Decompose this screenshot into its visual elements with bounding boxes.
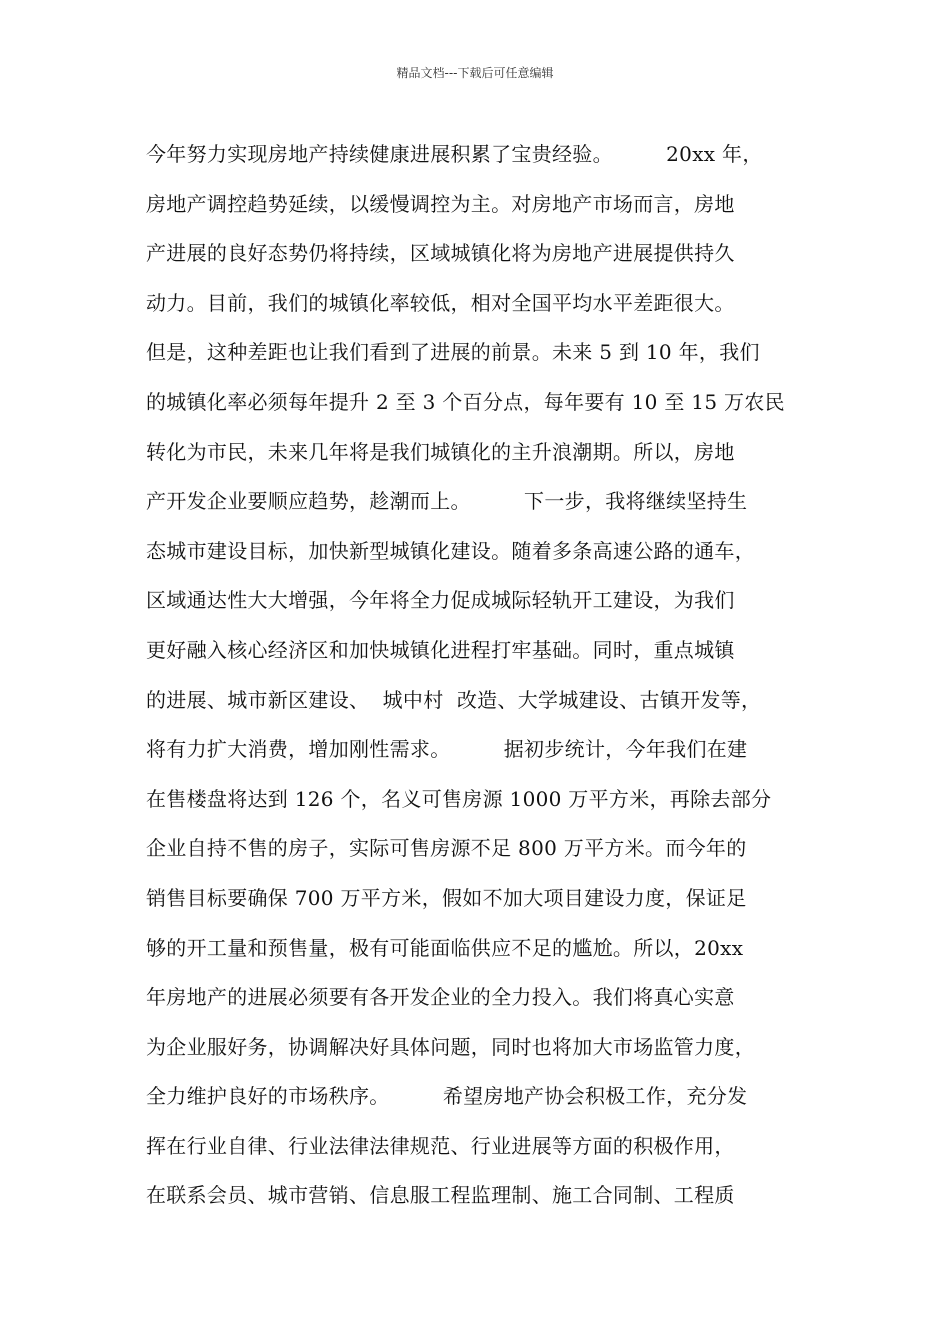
text-line: 更好融入核心经济区和加快城镇化进程打牢基础。同时，重点城镇 bbox=[146, 637, 735, 662]
page-header: 精品文档---下载后可任意编辑 bbox=[396, 66, 554, 80]
text-line: 在联系会员、城市营销、信息服工程监理制、施工合同制、工程质 bbox=[146, 1183, 735, 1208]
text-line: 在售楼盘将达到 126 个，名义可售房源 1000 万平方米，再除去部分 bbox=[146, 786, 772, 811]
body-text bbox=[146, 130, 816, 1221]
text-line: 将有力扩大消费，增加刚性需求。 据初步统计，今年我们在建 bbox=[146, 737, 748, 762]
text-line: 房地产调控趋势延续，以缓慢调控为主。对房地产市场而言，房地 bbox=[146, 191, 735, 216]
text-line: 企业自持不售的房子，实际可售房源不足 800 万平方米。而今年的 bbox=[146, 836, 747, 861]
text-line: 今年努力实现房地产持续健康进展积累了宝贵经验。 20xx 年， bbox=[146, 142, 763, 166]
text-line: 动力。目前，我们的城镇化率较低，相对全国平均水平差距很大。 bbox=[146, 290, 735, 315]
text-line: 为企业服好务，协调解决好具体问题，同时也将加大市场监管力度， bbox=[146, 1034, 755, 1059]
text-line: 产进展的良好态势仍将持续，区域城镇化将为房地产进展提供持久 bbox=[146, 241, 735, 266]
text-line: 产开发企业要顺应趋势，趁潮而上。 下一步，我将继续坚持生 bbox=[146, 489, 748, 514]
text-line: 的城镇化率必须每年提升 2 至 3 个百分点，每年要有 10 至 15 万农民 bbox=[146, 389, 785, 414]
text-line: 年房地产的进展必须要有各开发企业的全力投入。我们将真心实意 bbox=[146, 985, 735, 1010]
text-line: 销售目标要确保 700 万平方米，假如不加大项目建设力度，保证足 bbox=[146, 885, 747, 910]
text-line: 区域通达性大大增强，今年将全力促成城际轻轨开工建设，为我们 bbox=[146, 588, 735, 613]
text-line: 但是，这种差距也让我们看到了进展的前景。未来 5 到 10 年，我们 bbox=[146, 340, 760, 365]
text-line: 挥在行业自律、行业法律法律规范、行业进展等方面的积极作用， bbox=[146, 1133, 735, 1158]
text-line: 转化为市民，未来几年将是我们城镇化的主升浪潮期。所以，房地 bbox=[146, 439, 735, 464]
text-line: 的进展、城市新区建设、 城中村 改造、大学城建设、古镇开发等， bbox=[146, 687, 762, 712]
text-line: 态城市建设目标，加快新型城镇化建设。随着多条高速公路的通车， bbox=[146, 538, 755, 563]
text-line: 够的开工量和预售量，极有可能面临供应不足的尴尬。所以，20xx bbox=[146, 935, 744, 960]
text-line: 全力维护良好的市场秩序。 希望房地产协会积极工作，充分发 bbox=[146, 1084, 748, 1109]
